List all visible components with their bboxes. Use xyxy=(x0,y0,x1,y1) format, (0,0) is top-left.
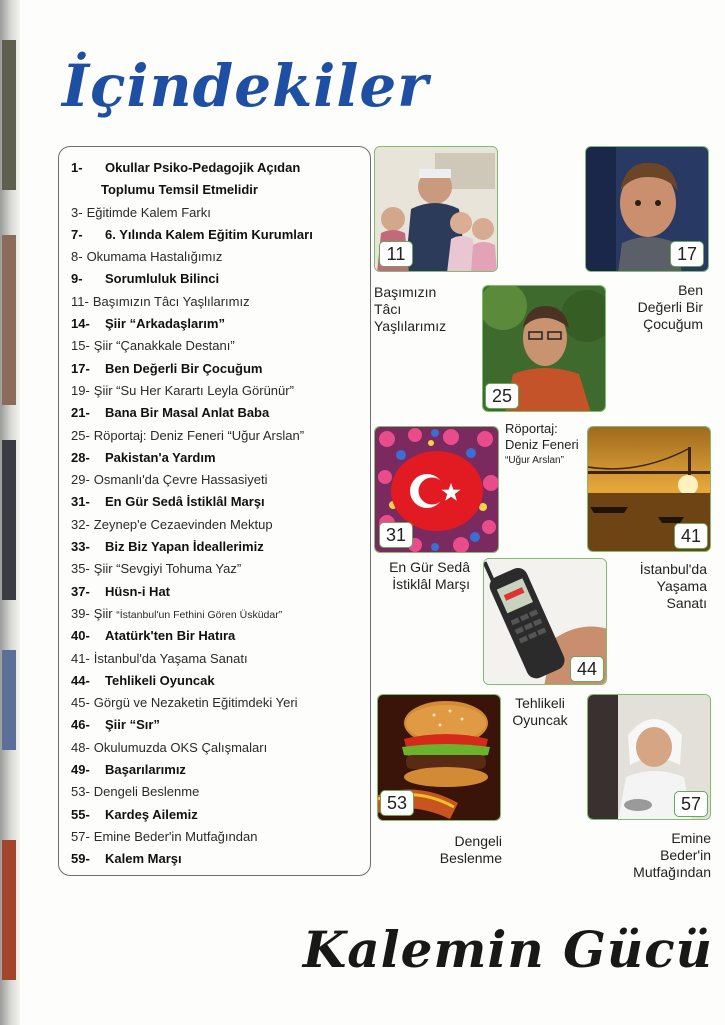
toc-title: Kalem Marşı xyxy=(105,851,182,867)
toc-title: Ben Değerli Bir Çocuğum xyxy=(105,360,263,376)
toc-entry[interactable] xyxy=(71,848,364,870)
toc-page-number: 29- xyxy=(71,472,90,488)
caption-line: Beslenme xyxy=(439,850,502,866)
page-number-badge: 17 xyxy=(670,241,704,267)
toc-entry[interactable] xyxy=(71,335,364,357)
toc-title: Atatürk'ten Bir Hatıra xyxy=(105,628,236,644)
photo-istanbul[interactable] xyxy=(587,426,711,552)
toc-page-number: 8- xyxy=(71,249,83,265)
caption-line: En Gür Sedâ xyxy=(389,559,470,575)
toc-title: Okulumuzda OKS Çalışmaları xyxy=(93,739,268,755)
page-title: İçindekiler xyxy=(62,52,429,120)
caption-line: İstiklâl Marşı xyxy=(392,576,470,592)
caption-line: Başımızın xyxy=(374,284,437,300)
toc-page-number: 44- xyxy=(71,672,90,688)
caption-line: Tâcı xyxy=(374,301,402,317)
toc-entry[interactable] xyxy=(71,246,364,268)
caption-line: Çocuğum xyxy=(643,316,703,332)
photo-boy[interactable] xyxy=(585,146,709,272)
toc-page-number: 7- xyxy=(71,226,83,242)
toc-page-number: 57- xyxy=(71,828,90,844)
toc-title: Okumama Hastalığımız xyxy=(86,249,223,265)
toc-page-number: 21- xyxy=(71,405,90,421)
magazine-name: Kalemin Gücü xyxy=(302,920,713,979)
page-number-badge: 25 xyxy=(485,383,519,409)
page-number-badge: 31 xyxy=(379,522,413,548)
caption-line: “Uğur Arslan” xyxy=(505,455,564,466)
toc-entry[interactable] xyxy=(71,759,364,781)
toc-entry[interactable] xyxy=(71,581,364,603)
page-number-badge: 57 xyxy=(674,791,708,817)
toc-title: Emine Beder'in Mutfağından xyxy=(93,828,258,844)
toc-entry[interactable] xyxy=(71,648,364,670)
toc-subtitle: “İstanbul'un Fethini Gören Üsküdar” xyxy=(116,608,283,621)
toc-title: Kardeş Ailemiz xyxy=(105,806,198,822)
toc-title: Röportaj: Deniz Feneri “Uğur Arslan” xyxy=(93,427,305,443)
toc-title: Tehlikeli Oyuncak xyxy=(105,672,215,688)
toc-title: 6. Yılında Kalem Eğitim Kurumları xyxy=(105,226,313,242)
toc-title: Şiir “Su Her Karartı Leyla Görünür” xyxy=(93,382,294,398)
caption-17 xyxy=(638,282,703,333)
caption-line: Yaşlılarımız xyxy=(374,318,447,334)
toc-title: Zeynep'e Cezaevinden Mektup xyxy=(93,516,273,532)
toc-entry[interactable] xyxy=(71,737,364,759)
toc-entry[interactable] xyxy=(71,425,364,447)
photo-phone[interactable] xyxy=(483,558,607,685)
toc-page-number: 33- xyxy=(71,539,90,555)
toc-page-number: 46- xyxy=(71,717,90,733)
toc-entry[interactable] xyxy=(71,692,364,714)
toc-title: Şiir “Çanakkale Destanı” xyxy=(93,338,235,354)
toc-page-number: 48- xyxy=(71,739,90,755)
caption-line: Deniz Feneri xyxy=(505,437,579,452)
toc-title: Şiir “Sır” xyxy=(105,717,160,733)
toc-entry[interactable] xyxy=(71,224,364,246)
toc-title: Başımızın Tâcı Yaşlılarımız xyxy=(92,293,250,309)
toc-page-number: 45- xyxy=(71,695,90,711)
toc-title: Dengeli Beslenme xyxy=(93,784,200,800)
toc-page-number: 14- xyxy=(71,316,90,332)
caption-line: Emine xyxy=(671,830,711,846)
toc-title: İstanbul'da Yaşama Sanatı xyxy=(93,650,248,666)
toc-entry[interactable] xyxy=(71,781,364,803)
toc-entry[interactable] xyxy=(71,603,364,625)
toc-page-number: 11- xyxy=(71,293,89,309)
toc-entry[interactable] xyxy=(71,358,364,380)
toc-entry[interactable] xyxy=(71,447,364,469)
toc-page-number: 28- xyxy=(71,449,90,465)
toc-page-number: 31- xyxy=(71,494,90,510)
caption-25 xyxy=(505,421,579,469)
toc-entry[interactable] xyxy=(71,536,364,558)
toc-entry[interactable] xyxy=(71,268,364,290)
toc-page-number: 19- xyxy=(71,382,90,398)
toc-page-number: 1- xyxy=(71,160,83,175)
toc-entry[interactable] xyxy=(71,714,364,736)
toc-title: Başarılarımız xyxy=(105,762,186,778)
toc-entry[interactable] xyxy=(71,157,364,179)
toc-title: Pakistan'a Yardım xyxy=(105,449,216,465)
toc-page-number: 37- xyxy=(71,583,90,599)
caption-53 xyxy=(420,833,502,867)
caption-line: Oyuncak xyxy=(512,712,568,728)
toc-page-number: 41- xyxy=(71,650,90,666)
toc-title: Bana Bir Masal Anlat Baba xyxy=(105,405,270,421)
toc-entry[interactable] xyxy=(71,313,364,335)
toc-title: Eğitimde Kalem Farkı xyxy=(86,204,211,220)
toc-title: Okullar Psiko-Pedagojik Açıdan xyxy=(105,160,301,175)
toc-entry[interactable] xyxy=(71,514,364,536)
toc-entry[interactable] xyxy=(71,469,364,491)
caption-line: Röportaj: xyxy=(505,421,558,436)
toc-entry[interactable] xyxy=(71,670,364,692)
toc-entry[interactable] xyxy=(71,291,364,313)
photo-chef[interactable] xyxy=(587,694,711,820)
toc-entry[interactable] xyxy=(71,558,364,580)
toc-page-number: 32- xyxy=(71,516,90,532)
caption-11 xyxy=(374,284,446,335)
toc-title: Osmanlı'da Çevre Hassasiyeti xyxy=(93,472,268,488)
toc-page-number: 9- xyxy=(71,271,83,287)
toc-page-number: 59- xyxy=(71,851,90,867)
table-of-contents xyxy=(58,146,371,876)
toc-entry[interactable] xyxy=(71,380,364,402)
toc-title: En Gür Sedâ İstiklâl Marşı xyxy=(105,494,265,510)
caption-line: İstanbul'da xyxy=(639,561,707,577)
toc-title: Görgü ve Nezaketin Eğitimdeki Yeri xyxy=(93,695,298,711)
toc-page-number: 17- xyxy=(71,360,90,376)
caption-line: Değerli Bir xyxy=(637,299,703,315)
toc-entry[interactable] xyxy=(71,804,364,826)
photo-interview[interactable] xyxy=(482,285,606,412)
toc-title: Şiir xyxy=(93,605,113,621)
toc-page-number: 15- xyxy=(71,338,90,354)
caption-line: Yaşama xyxy=(656,578,707,594)
toc-entry[interactable] xyxy=(71,179,364,201)
toc-page-number: 53- xyxy=(71,784,90,800)
toc-page-number: 39- xyxy=(71,605,90,621)
toc-page-number: 49- xyxy=(71,762,90,778)
toc-title: Hüsn-i Hat xyxy=(105,583,170,599)
toc-page-number: 35- xyxy=(71,561,90,577)
toc-title: Sorumluluk Bilinci xyxy=(105,271,220,287)
caption-41 xyxy=(640,561,707,612)
caption-line: Beder'in xyxy=(660,847,711,863)
toc-page-number: 25- xyxy=(71,427,90,443)
page-number-badge: 11 xyxy=(379,241,413,267)
page-number-badge: 44 xyxy=(570,656,604,682)
adjacent-page-spine xyxy=(0,0,20,1025)
caption-line: Sanatı xyxy=(666,595,707,611)
toc-title: Şiir “Arkadaşlarım” xyxy=(105,316,225,332)
caption-44 xyxy=(500,695,580,729)
caption-line: Mutfağından xyxy=(633,864,711,880)
toc-title: Toplumu Temsil Etmelidir xyxy=(101,182,258,198)
caption-line: Dengeli xyxy=(454,833,502,849)
toc-entry[interactable] xyxy=(71,202,364,224)
caption-57 xyxy=(633,830,711,881)
toc-entry[interactable] xyxy=(71,625,364,647)
photo-elderly[interactable] xyxy=(374,146,498,272)
caption-line: Tehlikeli xyxy=(515,695,565,711)
toc-page-number: 3- xyxy=(71,204,83,220)
toc-entry[interactable] xyxy=(71,491,364,513)
page-number-badge: 41 xyxy=(674,523,708,549)
page-number-badge: 53 xyxy=(380,790,414,816)
toc-entry[interactable] xyxy=(71,402,364,424)
toc-page-number: 55- xyxy=(71,806,90,822)
caption-31 xyxy=(374,559,470,593)
toc-page-number: 40- xyxy=(71,628,90,644)
toc-title: Biz Biz Yapan İdeallerimiz xyxy=(105,539,264,555)
toc-entry[interactable] xyxy=(71,826,364,848)
photo-flag[interactable] xyxy=(374,426,499,553)
photo-food[interactable] xyxy=(377,694,501,821)
toc-title: Şiir “Sevgiyi Tohuma Yaz” xyxy=(93,561,242,577)
caption-line: Ben xyxy=(678,282,703,298)
